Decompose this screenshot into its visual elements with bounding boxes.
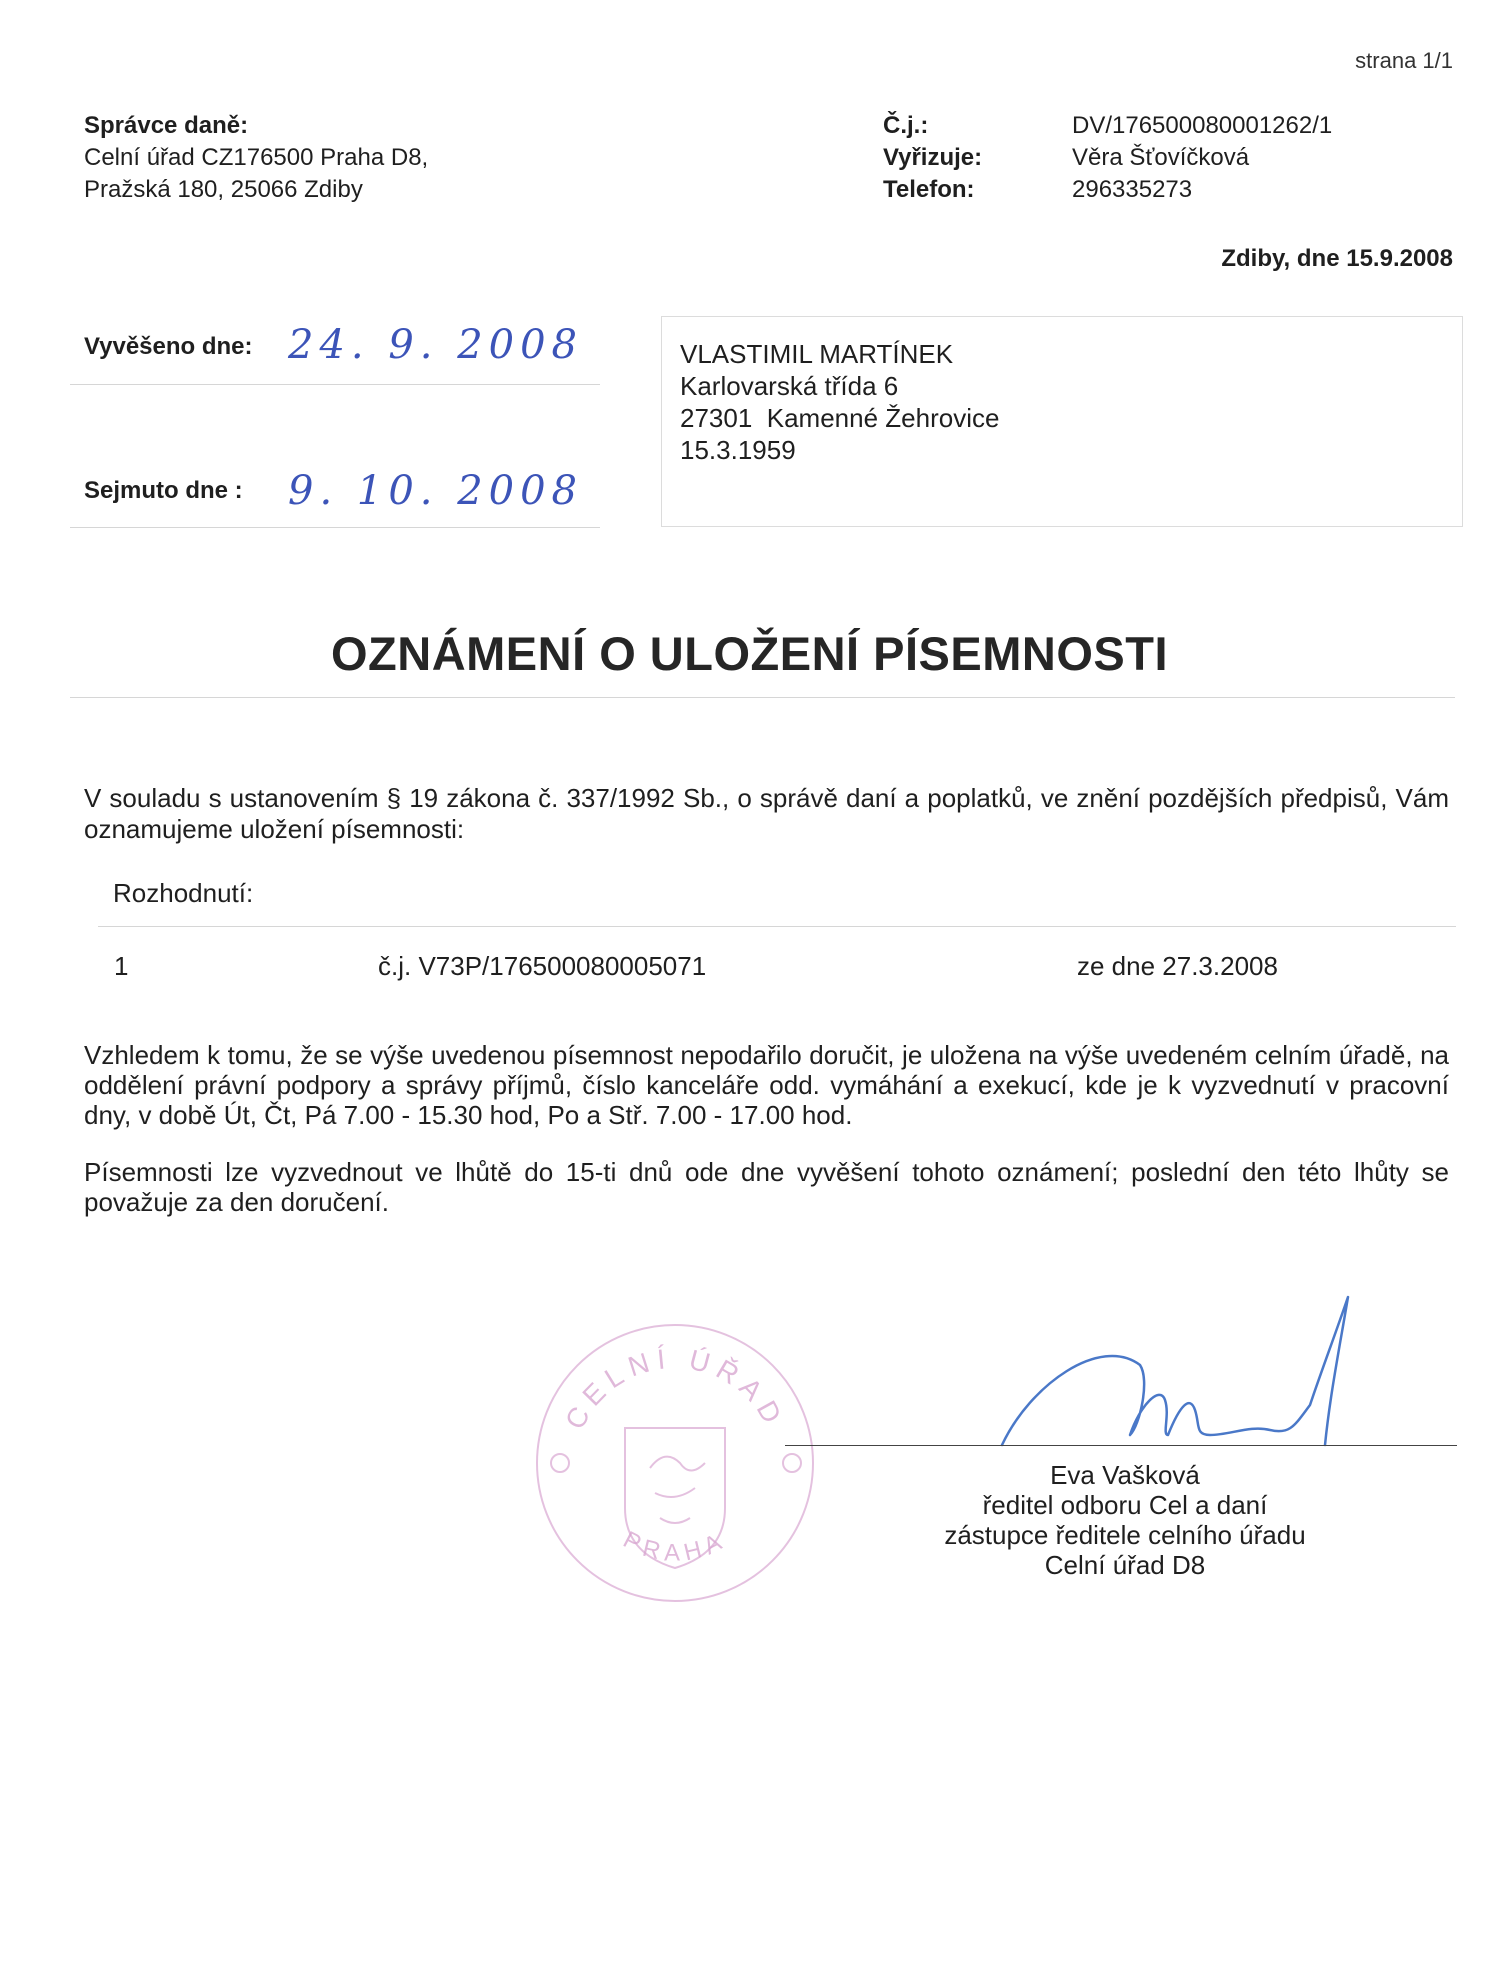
removed-label: Sejmuto dne :	[84, 477, 243, 504]
handler-label: Vyřizuje:	[883, 144, 983, 171]
recipient-birth-date: 15.3.1959	[680, 435, 796, 465]
cj-label: Č.j.:	[883, 112, 929, 139]
tax-administrator-label: Správce daně:	[84, 112, 249, 139]
document-title: OZNÁMENÍ O ULOŽENÍ PÍSEMNOSTI	[330, 627, 1169, 680]
svg-text:PRAHA	[619, 1526, 731, 1566]
recipient-address	[680, 338, 999, 466]
recipient-street: Karlovarská třída 6	[680, 371, 899, 401]
recipient-city: 27301 Kamenné Žehrovice	[680, 403, 1000, 433]
signer-office: Celní úřad D8	[1044, 1550, 1206, 1580]
removed-divider	[70, 527, 600, 528]
official-stamp	[530, 1318, 820, 1608]
storage-paragraph: Vzhledem k tomu, že se výše uvedenou písemnost nepodařilo doručit, je uložena na výše uvedeném celním úřadě, na oddělení právní podpory a správy příjmů, číslo kanceláře odd. vymáhání a exekucí, kde je k vyzvednutí v pracovní dny, v době Út, Čt, Pá 7.00 - 15.30 hod, Po a Stř. 7.00 - 17.00 hod.	[84, 1040, 1449, 1130]
posted-divider	[70, 384, 600, 385]
tax-administrator-line2: Pražská 180, 25066 Zdiby	[84, 176, 363, 203]
deadline-paragraph: Písemnosti lze vyzvednout ve lhůtě do 15-ti dnů ode dne vyvěšení tohoto oznámení; poslední den této lhůty se považuje za den doručení.	[84, 1157, 1449, 1217]
cj-value: DV/176500080001262/1	[1072, 112, 1333, 139]
recipient-name: VLASTIMIL MARTÍNEK	[680, 339, 954, 369]
reference-row-phone	[883, 174, 1332, 206]
svg-text:CELNÍ ÚŘAD	[559, 1343, 791, 1435]
handler-value: Věra Šťovíčková	[1072, 144, 1250, 171]
phone-value: 296335273	[1072, 176, 1193, 203]
page-number: strana 1/1	[1355, 48, 1453, 73]
stamp-bottom-text: PRAHA	[618, 1526, 732, 1567]
handwritten-signature	[990, 1285, 1370, 1455]
signer-block	[880, 1460, 1370, 1580]
signer-role1: ředitel odboru Cel a daní	[982, 1490, 1268, 1520]
phone-label: Telefon:	[883, 176, 975, 203]
title-divider	[70, 697, 1455, 698]
posted-date-handwritten: 24. 9. 2008	[288, 322, 584, 368]
reference-row-cj	[883, 110, 1332, 142]
decision-row-reference: č.j. V73P/176500080005071	[378, 951, 707, 981]
stamp-top-text: CELNÍ ÚŘAD	[559, 1342, 791, 1435]
removed-date-handwritten: 9. 10. 2008	[288, 468, 584, 514]
reference-block	[883, 110, 1332, 206]
tax-administrator-line1: Celní úřad CZ176500 Praha D8,	[84, 144, 429, 171]
decision-divider	[98, 926, 1456, 927]
intro-paragraph: V souladu s ustanovením § 19 zákona č. 337/1992 Sb., o správě daní a poplatků, ve znění pozdějších předpisů, Vám oznamujeme uložení písemnosti:	[84, 783, 1449, 844]
decision-label: Rozhodnutí:	[113, 878, 254, 908]
place-date: Zdiby, dne 15.9.2008	[1221, 245, 1453, 272]
signer-role2: zástupce ředitele celního úřadu	[944, 1520, 1306, 1550]
posted-label: Vyvěšeno dne:	[84, 333, 253, 360]
reference-row-handler	[883, 142, 1332, 174]
tax-administrator-block	[84, 110, 428, 206]
signer-name: Eva Vašková	[1050, 1460, 1200, 1490]
decision-row-date: ze dne 27.3.2008	[1077, 951, 1278, 981]
decision-row-index: 1	[114, 951, 129, 981]
signature-line	[785, 1445, 1457, 1446]
